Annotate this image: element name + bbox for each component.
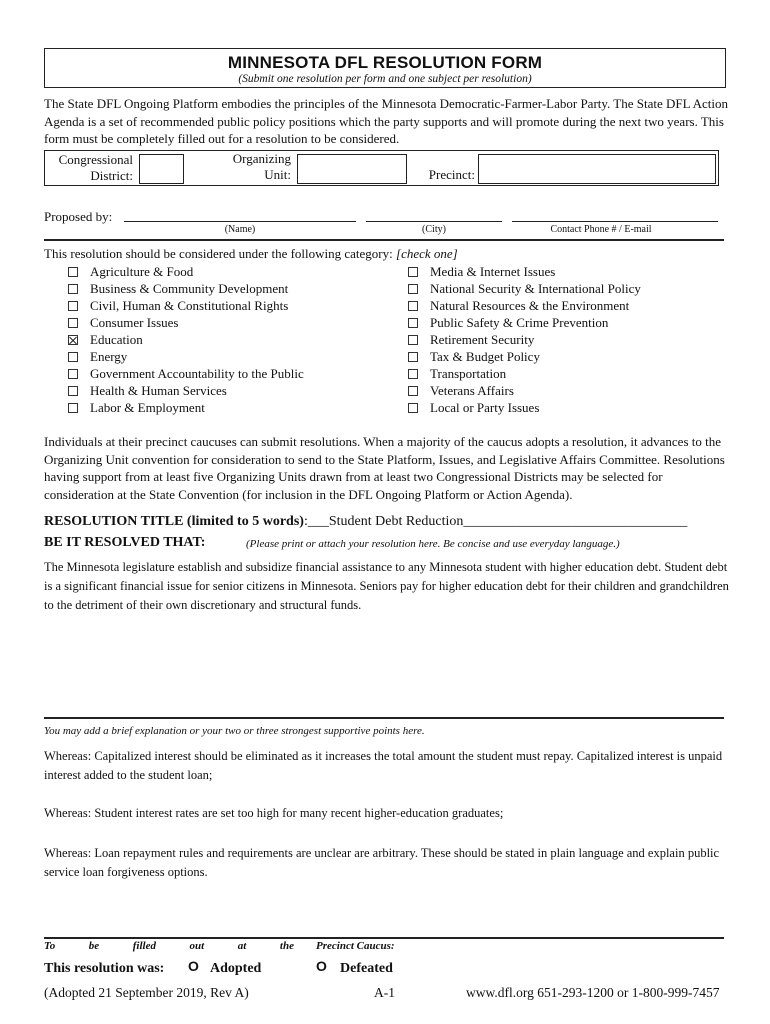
revision-note: (Adopted 21 September 2019, Rev A) — [44, 985, 249, 1000]
organizing-unit-field[interactable] — [297, 154, 407, 184]
category-list-right — [408, 263, 641, 416]
checkbox[interactable] — [408, 335, 418, 345]
category-label: Tax & Budget Policy — [430, 349, 540, 364]
category-label: Civil, Human & Constitutional Rights — [90, 298, 289, 313]
category-label: Transportation — [430, 366, 507, 381]
resolution-title-label: RESOLUTION TITLE (limited to 5 words) — [44, 514, 304, 529]
adopted-label: Adopted — [210, 961, 262, 976]
category-item[interactable] — [408, 348, 641, 365]
category-label: Local or Party Issues — [430, 400, 540, 415]
proposer-name-field[interactable] — [124, 209, 356, 222]
precinct-label: Precinct: — [428, 167, 475, 182]
resolution-title-value[interactable]: ___Student Debt Reduction________________________________ — [307, 514, 688, 529]
form-title: MINNESOTA DFL RESOLUTION FORM — [227, 53, 543, 72]
category-label: Media & Internet Issues — [430, 264, 556, 279]
proposer-contact-field[interactable] — [512, 209, 718, 222]
checkbox[interactable] — [408, 267, 418, 277]
category-item[interactable] — [408, 263, 641, 280]
category-item[interactable] — [68, 263, 304, 280]
proposer-city-field[interactable] — [366, 209, 502, 222]
resolution-body[interactable]: The Minnesota legislature establish and subsidize financial assistance to any Minnesota student with higher education debt. Student debt is a significant financial issue for senior citizens in Minnesota. Seniors pay for higher education debt for their children and grandchildren to the detriment of their own discretionary and structural funds. — [44, 560, 729, 612]
category-label: Labor & Employment — [90, 400, 205, 415]
category-label: Business & Community Development — [90, 281, 289, 296]
page-number: A-1 — [374, 985, 395, 1000]
category-item[interactable] — [408, 314, 641, 331]
checkbox[interactable] — [68, 386, 78, 396]
category-item[interactable] — [408, 331, 641, 348]
checkbox[interactable] — [408, 403, 418, 413]
form-title-box — [44, 48, 726, 88]
category-item[interactable] — [68, 280, 304, 297]
category-label: Natural Resources & the Environment — [430, 298, 630, 313]
category-item[interactable] — [408, 297, 641, 314]
checkbox[interactable] — [68, 284, 78, 294]
resolution-title-row: RESOLUTION TITLE (limited to 5 words):___Student Debt Reduction________________________________ — [44, 514, 688, 529]
checkbox[interactable] — [408, 352, 418, 362]
proposed-by-label: Proposed by: — [44, 209, 113, 224]
checkbox[interactable] — [408, 318, 418, 328]
category-item[interactable] — [68, 399, 304, 416]
category-label: National Security & International Policy — [430, 281, 641, 296]
checkbox[interactable] — [68, 369, 78, 379]
congressional-district-field[interactable] — [139, 154, 184, 184]
category-label: Health & Human Services — [90, 383, 227, 398]
organizing-unit-label: Organizing Unit: — [232, 151, 291, 182]
category-label: Government Accountability to the Public — [90, 366, 304, 381]
caucus-divider — [44, 937, 724, 939]
category-label: Consumer Issues — [90, 315, 179, 330]
contact-info: www.dfl.org 651-293-1200 or 1-800-999-7457 — [466, 985, 720, 1000]
category-label: Veterans Affairs — [430, 383, 514, 398]
checkbox[interactable] — [68, 352, 78, 362]
category-label: Education — [90, 332, 143, 347]
checkbox[interactable] — [408, 386, 418, 396]
intro-text: The State DFL Ongoing Platform embodies the principles of the Minnesota Democratic-Farmer-Labor Party. The State DFL Action Agenda is a set of recommended public policy positions which the party supports and will promote during the next two years. This form must be completely filled out for a resolution to be considered. — [44, 96, 729, 146]
defeated-radio[interactable]: O — [316, 958, 327, 974]
category-list-left — [68, 263, 304, 416]
checkbox[interactable] — [408, 369, 418, 379]
checkbox[interactable] — [408, 301, 418, 311]
checkbox[interactable] — [408, 284, 418, 294]
contact-caption: Contact Phone # / E-mail — [550, 224, 652, 235]
category-item[interactable] — [68, 331, 304, 348]
checkbox[interactable] — [68, 318, 78, 328]
category-item[interactable] — [68, 314, 304, 331]
category-item[interactable] — [68, 348, 304, 365]
checkbox[interactable] — [68, 335, 78, 345]
category-label: Public Safety & Crime Prevention — [430, 315, 609, 330]
category-heading: This resolution should be considered under the following category: [check one] — [44, 246, 458, 261]
city-caption: (City) — [422, 224, 446, 235]
defeated-label: Defeated — [340, 961, 393, 976]
to-be-filled-label: To be filled out at the — [44, 940, 294, 952]
checkbox[interactable] — [68, 301, 78, 311]
category-item[interactable] — [68, 382, 304, 399]
category-item[interactable] — [408, 382, 641, 399]
checkbox[interactable] — [68, 403, 78, 413]
category-label: Agriculture & Food — [90, 264, 194, 279]
name-caption: (Name) — [224, 224, 256, 235]
category-label: Retirement Security — [430, 332, 535, 347]
category-item[interactable] — [408, 280, 641, 297]
category-item[interactable] — [408, 365, 641, 382]
category-label: Energy — [90, 349, 128, 364]
resolution-was-label: This resolution was: — [44, 961, 165, 976]
form-subtitle: (Submit one resolution per form and one subject per resolution) — [238, 73, 532, 85]
precinct-field[interactable] — [478, 154, 716, 184]
district-row — [44, 150, 719, 186]
category-item[interactable] — [408, 399, 641, 416]
precinct-caucus-label: Precinct Caucus: — [316, 940, 395, 952]
whereas-3[interactable]: Whereas: Loan repayment rules and requirements are unclear are arbitrary. These should be stated in plain language and explain public service loan forgiveness options. — [44, 846, 720, 879]
category-item[interactable] — [68, 297, 304, 314]
whereas-1[interactable]: Whereas: Capitalized interest should be eliminated as it increases the total amount the student must repay. Capitalized interest is unpaid interest added to the student loan; — [44, 749, 723, 782]
resolved-label: BE IT RESOLVED THAT: — [44, 535, 206, 550]
checkbox[interactable] — [68, 267, 78, 277]
whereas-2[interactable]: Whereas: Student interest rates are set too high for many recent higher-education graduates; — [44, 806, 504, 820]
congressional-district-label: Congressional District: — [58, 152, 133, 183]
category-item[interactable] — [68, 365, 304, 382]
adopted-radio[interactable]: O — [188, 958, 199, 974]
explanation-hint: You may add a brief explanation or your two or three strongest supportive points here. — [44, 725, 425, 737]
section-divider — [44, 239, 724, 241]
explanation-divider — [44, 717, 724, 719]
resolved-hint: (Please print or attach your resolution here. Be concise and use everyday language.) — [246, 538, 620, 550]
process-description: Individuals at their precinct caucuses can submit resolutions. When a majority of the caucus adopts a resolution, it advances to the Organizing Unit convention for consideration to send to the State Platform, Issues, and Legislative Affairs Committee. Resolutions having support from at least five Organizing Units drawn from at least two Congressional Districts may be selected for consideration at the State Convention (for inclusion in the DFL Ongoing Platform or Action Agenda). — [44, 434, 725, 502]
